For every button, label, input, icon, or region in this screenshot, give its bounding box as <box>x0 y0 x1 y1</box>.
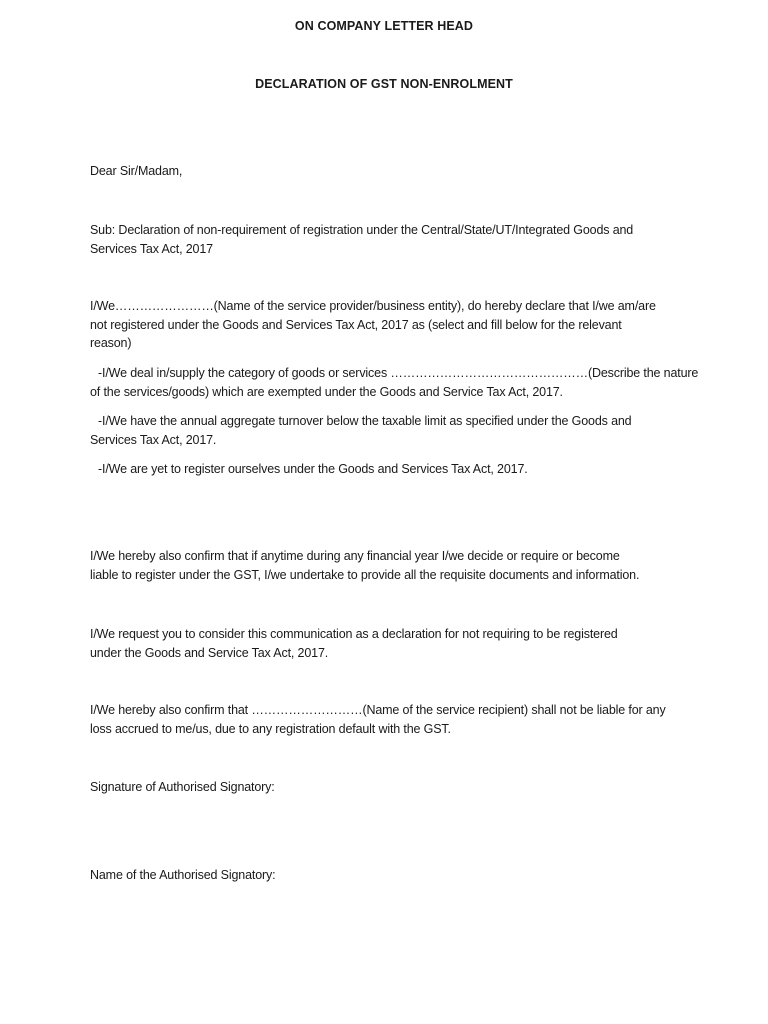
request-line-2: under the Goods and Service Tax Act, 2017. <box>90 645 329 660</box>
option-turnover-below-limit <box>90 412 680 449</box>
salutation-text: Dear Sir/Madam, <box>90 164 183 178</box>
liability-line-1: I/We hereby also confirm that ………………………(Name of the service recipient) shall not be liable for any <box>90 703 666 717</box>
letterhead-note: ON COMPANY LETTER HEAD <box>294 19 474 33</box>
subject-paragraph <box>90 221 680 258</box>
liability-line-2: loss accrued to me/us, due to any registration default with the GST. <box>90 721 451 736</box>
option-1-line-2: of the services/goods) which are exempted under the Goods and Service Tax Act, 2017. <box>90 384 563 399</box>
option-2-line-2: Services Tax Act, 2017. <box>90 432 217 447</box>
option-yet-to-register <box>90 460 680 479</box>
request-line-1: I/We request you to consider this communication as a declaration for not requiring to be registered <box>90 627 618 641</box>
confirmation-paragraph <box>90 547 680 584</box>
salutation <box>90 162 680 181</box>
declaration-line-3: reason) <box>90 336 132 350</box>
declaration-line-2: not registered under the Goods and Services Tax Act, 2017 as (select and fill below for the relevant <box>90 317 622 332</box>
confirmation-line-2: liable to register under the GST, I/we undertake to provide all the requisite documents and information. <box>90 567 640 582</box>
option-2-line-1: -I/We have the annual aggregate turnover below the taxable limit as specified under the Goods and <box>98 414 632 428</box>
name-label-text: Name of the Authorised Signatory: <box>90 868 276 882</box>
name-label <box>90 866 680 885</box>
subject-line-1: Sub: Declaration of non-requirement of registration under the Central/State/UT/Integrated Goods and <box>90 223 634 237</box>
document-title: DECLARATION OF GST NON-ENROLMENT <box>255 77 513 91</box>
confirmation-line-1: I/We hereby also confirm that if anytime during any financial year I/we decide or require or become <box>90 549 620 563</box>
declaration-paragraph <box>90 297 680 353</box>
option-3-line-1: -I/We are yet to register ourselves under the Goods and Services Tax Act, 2017. <box>98 462 528 476</box>
liability-paragraph <box>90 701 680 738</box>
signature-label-text: Signature of Authorised Signatory: <box>90 780 275 794</box>
request-paragraph <box>90 625 680 662</box>
option-exempted-goods <box>90 364 699 401</box>
option-1-line-1: -I/We deal in/supply the category of goods or services …………………………………………(Describe the nature <box>98 366 699 380</box>
subject-line-2: Services Tax Act, 2017 <box>90 241 213 256</box>
signature-label <box>90 778 680 797</box>
declaration-line-1: I/We……………………(Name of the service provider/business entity), do hereby declare that I/we am/are <box>90 299 656 313</box>
